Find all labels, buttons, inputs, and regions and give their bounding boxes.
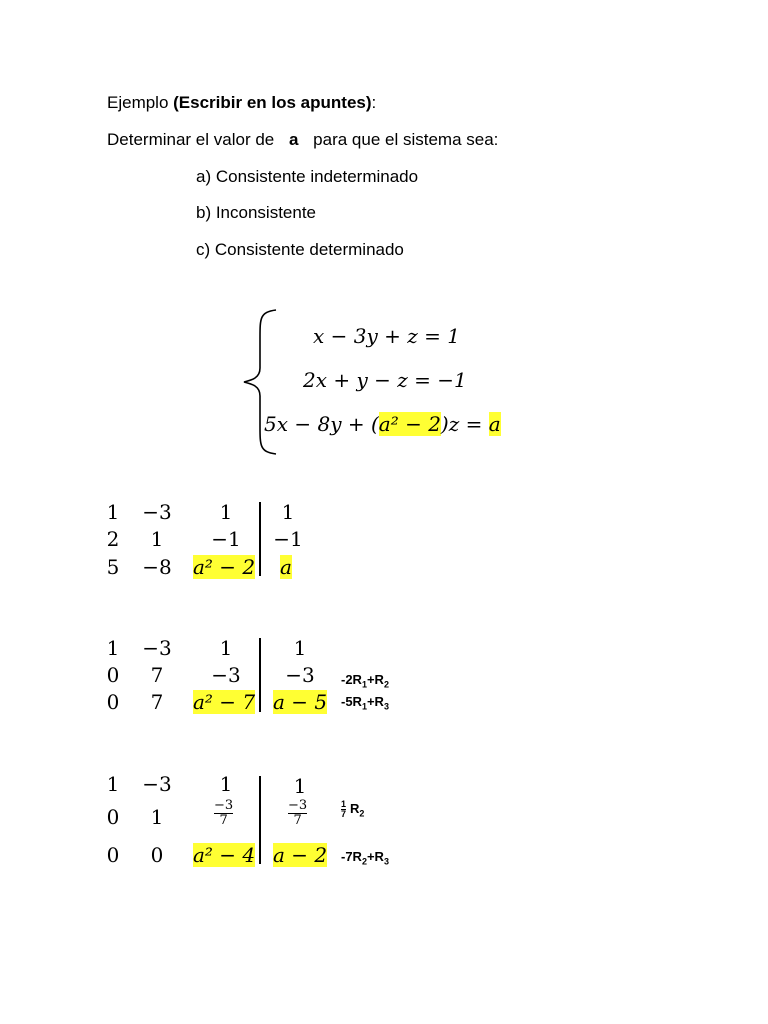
equation-3-highlight: a² − 2 [378,412,441,436]
m3-r2-c4-den: 7 [293,813,302,828]
m2-op-2 [341,694,389,712]
m1-r3-c2: −8 [142,555,172,579]
m1-r1-c3: 1 [219,500,233,524]
m3-op-1-den: 7 [341,809,347,819]
m3-r3-c1: 0 [106,843,120,867]
question-var: a [288,130,299,149]
m1-r2-c1: 2 [106,527,120,551]
equation-3-rhs: a [488,412,501,436]
m1-r1-c4: 1 [281,500,295,524]
equation-2: 2x + y − z = −1 [303,368,467,392]
m2-op-1-b: +R [366,672,384,687]
m2-op-1-a: -2R [341,672,362,687]
m3-op-1 [341,800,364,819]
m3-op-1-sub: 2 [359,808,365,819]
question-line [107,130,498,150]
m2-op-2-sub2: 3 [383,701,389,712]
m3-r1-c1: 1 [106,772,120,796]
m3-op-1-r: R [350,800,360,816]
m3-r2-c2: 1 [150,805,164,829]
m2-r3-c2: 7 [150,690,164,714]
m3-r2-c3-den: 7 [219,813,228,828]
m2-r2-c2: 7 [150,663,164,687]
m3-r2-c4-fraction [288,799,307,828]
m3-r2-c3-num: −3 [214,798,234,813]
m1-r2-c2: 1 [150,527,164,551]
m2-op-1 [341,672,389,690]
m3-r2-c1: 0 [106,805,120,829]
option-c: c) Consistente determinado [196,240,404,259]
m3-op-2-sub1: 2 [361,856,367,867]
m2-divider [259,638,261,712]
m3-op-2 [341,849,389,867]
intro-colon: : [371,93,377,112]
m1-divider [259,502,261,576]
m3-op-1-num: 1 [341,799,347,809]
m3-r2-c3-fraction [214,799,233,828]
option-a: a) Consistente indeterminado [196,167,419,186]
m2-r3-c4: a − 5 [273,690,328,714]
question-before: Determinar el valor de [107,130,279,149]
m2-op-2-b: +R [366,694,384,709]
m1-r3-c1: 5 [106,555,120,579]
m2-r1-c1: 1 [106,636,120,660]
m3-op-2-b: +R [366,849,384,864]
m1-r2-c4: −1 [273,527,303,551]
m3-op-2-sub2: 3 [383,856,389,867]
m3-r1-c4: 1 [293,774,307,798]
m2-op-1-sub1: 1 [361,679,367,690]
equation-3 [264,412,501,436]
intro-label: Ejemplo [107,93,174,112]
m2-op-1-sub2: 2 [383,679,389,690]
m2-r2-c3: −3 [211,663,241,687]
intro-bold: (Escribir en los apuntes) [173,93,372,112]
m3-r3-c2: 0 [150,843,164,867]
m3-op-2-a: -7R [341,849,362,864]
m2-op-2-a: -5R [341,694,362,709]
m1-r3-c3: a² − 2 [193,555,256,579]
question-after: para que el sistema sea: [313,130,499,149]
m2-r1-c4: 1 [293,636,307,660]
m3-r1-c2: −3 [142,772,172,796]
m3-op-1-fraction [341,800,346,819]
m2-r2-c4: −3 [285,663,315,687]
m2-op-2-sub1: 1 [361,701,367,712]
m2-r1-c3: 1 [219,636,233,660]
equation-3-post: )z = [440,412,489,436]
equation-3-pre: 5x − 8y + ( [264,412,379,436]
m3-r3-c3: a² − 4 [193,843,256,867]
m2-r2-c1: 0 [106,663,120,687]
intro-line [107,93,376,113]
m1-r1-c2: −3 [142,500,172,524]
m1-r3-c4: a [280,555,292,579]
m3-r3-c4: a − 2 [273,843,328,867]
option-b: b) Inconsistente [196,203,317,222]
m2-r3-c1: 0 [106,690,120,714]
m2-r1-c2: −3 [142,636,172,660]
m3-r1-c3: 1 [219,772,233,796]
m1-r2-c3: −1 [211,527,241,551]
m3-divider [259,776,261,864]
m1-r1-c1: 1 [106,500,120,524]
m3-r2-c4-num: −3 [288,798,308,813]
equation-1: x − 3y + z = 1 [313,324,460,348]
m2-r3-c3: a² − 7 [193,690,256,714]
